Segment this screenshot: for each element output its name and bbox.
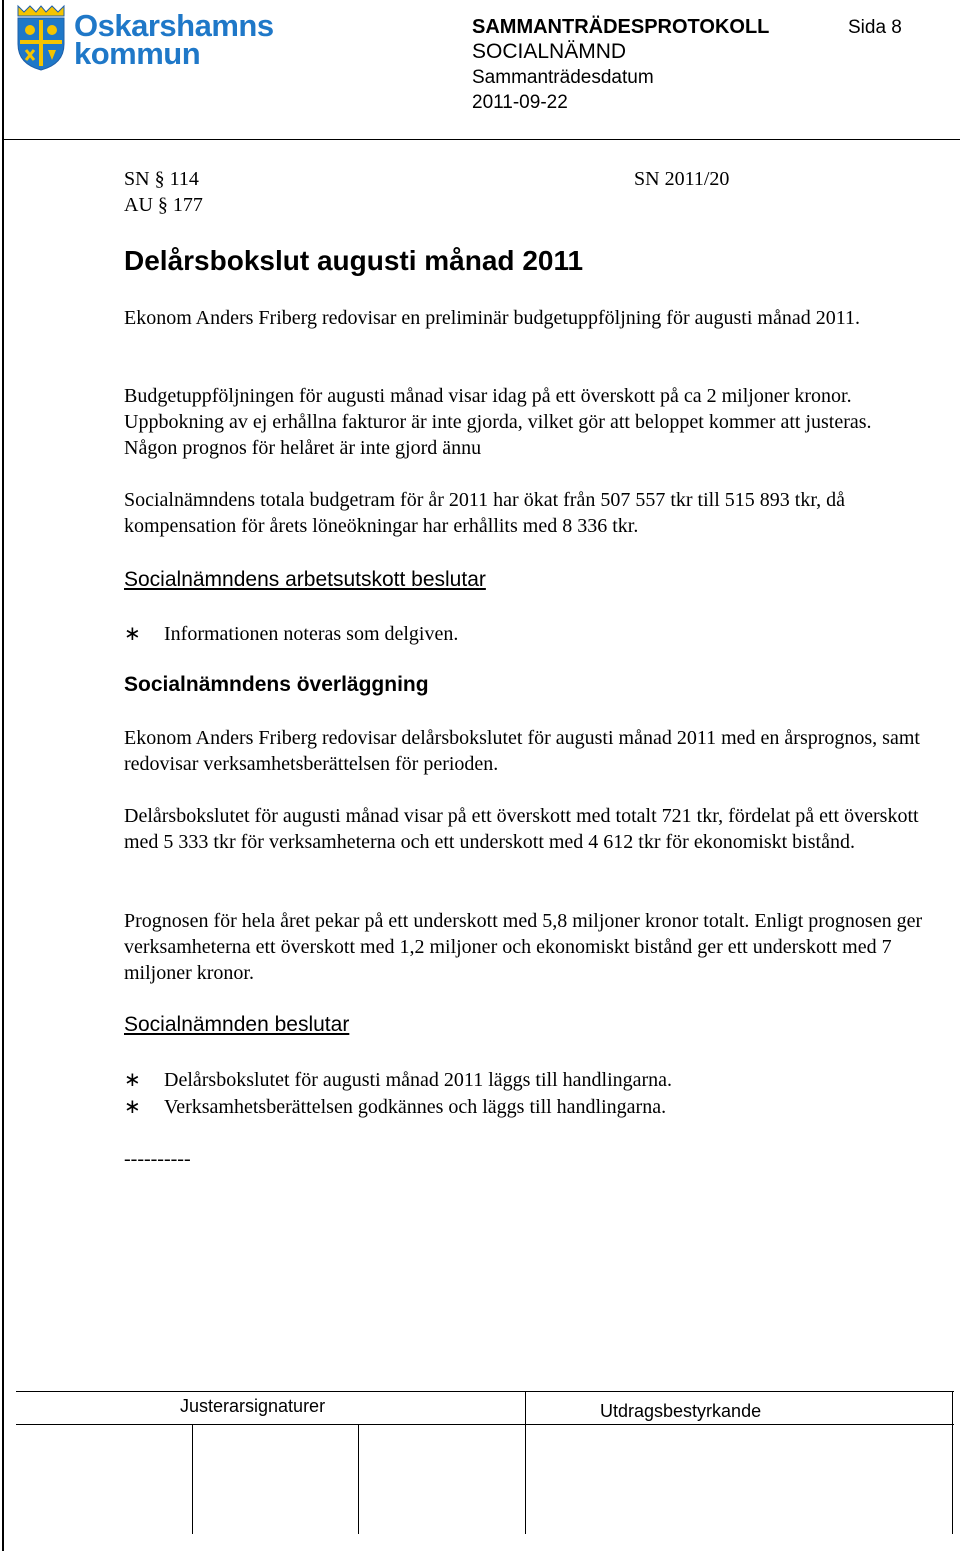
paragraph-3: Socialnämndens totala budgetram för år 2011 har ökat från 507 557 tkr till 515 893 tkr, då kompensation för årets löneökningar har erhållits med 8 336 tkr. [124, 489, 846, 537]
left-margin-rule [2, 0, 4, 1551]
utdrag-label: Utdragsbestyrkande [600, 1401, 762, 1421]
justerare-label: Justerarsignaturer [180, 1396, 326, 1416]
bullet-icon: ∗ [124, 1069, 141, 1091]
paragraph-4: Ekonom Anders Friberg redovisar delårsbokslutet för augusti månad 2011 med en årsprognos, samt redovisar verksamhetsberättelsen för perioden. [124, 727, 920, 775]
paragraph-1: Ekonom Anders Friberg redovisar en preliminär budgetuppföljning för augusti månad 2011. [124, 307, 860, 329]
bullet-icon: ∗ [124, 1096, 141, 1118]
case-number: SN 2011/20 [634, 168, 730, 190]
municipality-logo [14, 4, 274, 74]
bullet-text: Informationen noteras som delgiven. [164, 623, 459, 645]
paragraph-5: Delårsbokslutet för augusti månad visar på ett överskott med totalt 721 tkr, fördelat på ett överskott med 5 333 tkr för verksamheterna och ett underskott med 4 612 tkr för ekonomiskt bistånd. [124, 805, 919, 853]
bullet-text: Verksamhetsberättelsen godkännes och läggs till handlingarna. [164, 1096, 667, 1118]
table-col-divider [952, 1391, 953, 1534]
table-header-line [16, 1424, 954, 1425]
meeting-date-label: Sammanträdesdatum [472, 67, 654, 88]
table-col-divider [192, 1424, 193, 1534]
protocol-title: SAMMANTRÄDESPROTOKOLL [472, 16, 770, 38]
sn-paragraph-ref: SN § 114 [124, 168, 199, 190]
meeting-date: 2011-09-22 [472, 92, 568, 113]
header-divider [4, 139, 960, 140]
table-col-divider [525, 1391, 526, 1534]
table-col-divider [358, 1424, 359, 1534]
heading-sn-decision: Socialnämnden beslutar [124, 1013, 350, 1036]
page-title: Delårsbokslut augusti månad 2011 [124, 245, 584, 276]
logo-line-1: Oskarshamns [74, 8, 274, 43]
paragraph-6: Prognosen för hela året pekar på ett underskott med 5,8 miljoner kronor totalt. Enligt prognosen ger verksamheterna ett överskott med 1,2 miljoner och ekonomiskt bistånd ger ett underskott med 7 miljoner kronor. [124, 910, 923, 984]
paragraph-2: Budgetuppföljningen för augusti månad visar idag på ett överskott på ca 2 miljoner kronor. Uppbokning av ej erhållna fakturor är inte gjorda, vilket gör att beloppet kommer att justeras. Någon prognos för helåret är inte gjord ännu [124, 385, 872, 459]
coat-of-arms-icon [14, 4, 68, 72]
board-name: SOCIALNÄMND [472, 40, 627, 63]
au-paragraph-ref: AU § 177 [124, 194, 203, 216]
heading-deliberation: Socialnämndens överläggning [124, 673, 429, 696]
page-number: Sida 8 [848, 17, 902, 38]
heading-au-decision: Socialnämndens arbetsutskott beslutar [124, 568, 486, 591]
table-top-line [16, 1391, 954, 1392]
logo-wordmark [74, 8, 274, 71]
bullet-icon: ∗ [124, 623, 141, 645]
end-marker: ---------- [124, 1148, 191, 1170]
logo-line-2: kommun [74, 36, 201, 71]
bullet-text: Delårsbokslutet för augusti månad 2011 läggs till handlingarna. [164, 1069, 673, 1091]
